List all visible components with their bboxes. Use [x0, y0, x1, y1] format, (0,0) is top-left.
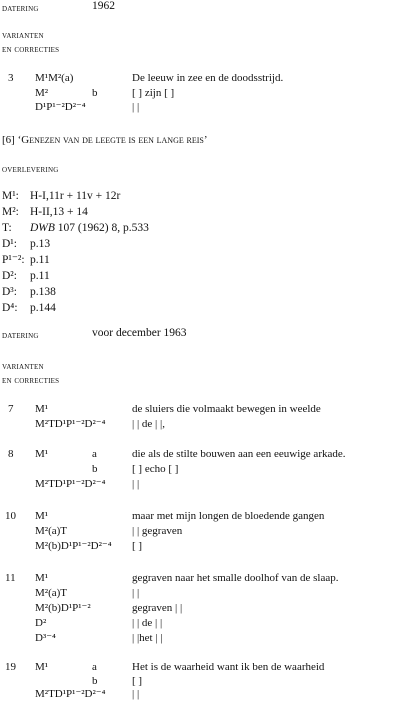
- sigla: M²(b)D¹P¹⁻²: [35, 602, 91, 614]
- variant-text: | | de | |,: [132, 418, 165, 430]
- variant-text: maar met mijn longen de bloedende gangen: [132, 510, 325, 522]
- variant-text: | |het | |: [132, 632, 163, 644]
- sigla: M²TD¹P¹⁻²D²⁻⁴: [35, 688, 106, 700]
- sigla: M¹: [35, 403, 49, 415]
- transmission-value: p.11: [30, 270, 50, 282]
- transmission-value: H-II,13 + 14: [30, 206, 88, 218]
- variant-text: gegraven naar het smalle doolhof van de slaap.: [132, 572, 339, 584]
- variant-text: [ ]: [132, 540, 143, 552]
- sigla-sub: b: [92, 463, 98, 475]
- sigla: M¹: [35, 572, 49, 584]
- variants-heading-2: en correcties: [2, 375, 60, 386]
- sigla: M¹: [35, 448, 49, 460]
- transmission-key: D¹:: [2, 238, 17, 250]
- variant-text: [ ]: [132, 675, 143, 687]
- sigla: M¹M²(a): [35, 72, 74, 84]
- transmission-key: P¹⁻²:: [2, 254, 25, 266]
- variant-text: | | de | |: [132, 617, 163, 629]
- variant-text: de sluiers die volmaakt bewegen in weelde: [132, 403, 321, 415]
- variant-text: De leeuw in zee en de doodsstrijd.: [132, 72, 284, 84]
- transmission-value: p.144: [30, 302, 56, 314]
- sigla: M¹: [35, 510, 49, 522]
- variant-text: | |: [132, 101, 140, 113]
- transmission-key: T:: [2, 222, 12, 234]
- poem-title: [6] ‘Genezen van de leegte is een lange reis’: [2, 134, 208, 146]
- variant-text: die als de stilte bouwen aan een eeuwige arkade.: [132, 448, 346, 460]
- sigla: M¹: [35, 661, 49, 673]
- variant-text: Het is de waarheid want ik ben de waarheid: [132, 661, 325, 673]
- transmission-key: D⁴:: [2, 302, 18, 314]
- sigla-sub: a: [92, 448, 97, 460]
- sigla-sub: a: [92, 661, 97, 673]
- transmission-value: p.13: [30, 238, 51, 250]
- sigla: M²(b)D¹P¹⁻²D²⁻⁴: [35, 540, 112, 552]
- variants-heading: varianten: [2, 30, 44, 41]
- sigla: M²(a)T: [35, 587, 68, 599]
- sigla: M²(a)T: [35, 525, 68, 537]
- journal-abbrev: DWB: [30, 222, 55, 234]
- transmission-key: D²:: [2, 270, 17, 282]
- transmission-heading: overlevering: [2, 164, 59, 175]
- line-number: 8: [8, 448, 14, 460]
- variant-text: | |: [132, 587, 140, 599]
- variant-text: | | gegraven: [132, 525, 183, 537]
- sigla: D²: [35, 617, 47, 629]
- sigla-sub: b: [92, 87, 98, 99]
- transmission-value: [30, 222, 149, 235]
- transmission-key: M¹:: [2, 190, 19, 202]
- variant-text: gegraven | |: [132, 602, 183, 614]
- transmission-value: p.11: [30, 254, 50, 266]
- dating-label: datering: [2, 3, 39, 14]
- line-number: 11: [5, 572, 16, 584]
- sigla: M²TD¹P¹⁻²D²⁻⁴: [35, 418, 106, 430]
- transmission-value: H-I,11r + 11v + 12r: [30, 190, 121, 202]
- line-number: 19: [5, 661, 16, 673]
- sigla: D³⁻⁴: [35, 632, 56, 644]
- sigla: M²: [35, 87, 49, 99]
- sigla: M²TD¹P¹⁻²D²⁻⁴: [35, 478, 106, 490]
- variant-text: | |: [132, 478, 140, 490]
- transmission-value: p.138: [30, 286, 56, 298]
- journal-ref: 107 (1962) 8, p.533: [54, 222, 149, 234]
- sigla: D¹P¹⁻²D²⁻⁴: [35, 101, 86, 113]
- variant-text: [ ] zijn [ ]: [132, 87, 175, 99]
- dating-label: datering: [2, 330, 39, 341]
- line-number: 3: [8, 72, 14, 84]
- variants-heading: varianten: [2, 361, 44, 372]
- variants-heading-2: en correcties: [2, 44, 60, 55]
- transmission-key: M²:: [2, 206, 19, 218]
- dating-value: 1962: [92, 0, 115, 12]
- sigla-sub: b: [92, 675, 98, 687]
- variant-text: [ ] echo [ ]: [132, 463, 179, 475]
- transmission-key: D³:: [2, 286, 17, 298]
- variant-text: | |: [132, 688, 140, 700]
- dating-value: voor december 1963: [92, 327, 187, 339]
- line-number: 7: [8, 403, 14, 415]
- line-number: 10: [5, 510, 16, 522]
